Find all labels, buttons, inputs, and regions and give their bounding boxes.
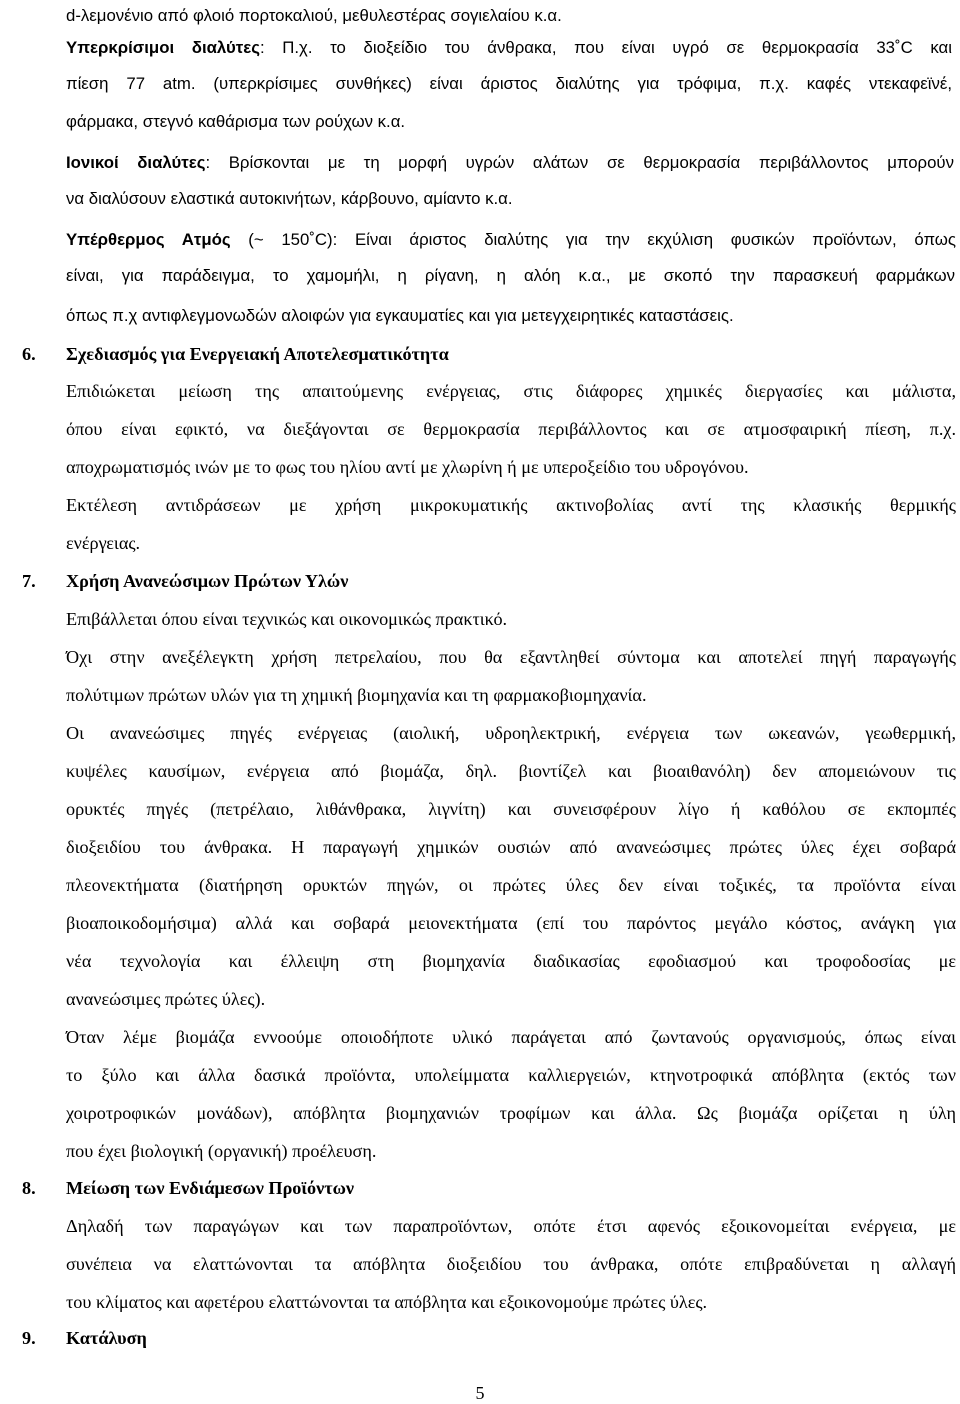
text-line: Υπερκρίσιμοι διαλύτες: Π.χ. το διοξείδιο του άνθρακα, που είναι υγρό σε θερμοκρασία 33˚C και xyxy=(66,38,952,57)
text-line: πολύτιμων πρώτων υλών για τη χημική βιομηχανία και τη φαρμακοβιομηχανία. xyxy=(66,685,647,705)
text-line: φάρμακα, στεγνό καθάρισμα των ρούχων κ.α. xyxy=(66,112,406,131)
text-line: χοιροτροφικών μονάδων), απόβλητα βιομηχανιών τροφίμων και άλλα. Ως βιομάζα ορίζεται η ύλη xyxy=(66,1103,956,1123)
text-line: d-λεμονένιο από φλοιό πορτοκαλιού, μεθυλεστέρας σογιελαίου κ.α. xyxy=(66,6,562,25)
text-line: να διαλύσουν ελαστικά αυτοκινήτων, κάρβουνο, αμίαντο κ.α. xyxy=(66,189,513,208)
text-line: ενέργειας. xyxy=(66,533,141,553)
text-line: Όταν λέμε βιομάζα εννοούμε οποιοδήποτε υλικό παράγεται από ζωντανούς οργανισμούς, όπως είναι xyxy=(66,1027,956,1047)
page-number: 5 xyxy=(475,1383,485,1403)
text-line: Επιδιώκεται μείωση της απαιτούμενης ενέργειας, στις διάφορες χημικές διεργασίες και μάλιστα, xyxy=(66,381,956,401)
text-line: πίεση 77 atm. (υπερκρίσιμες συνθήκες) είναι άριστος διαλύτης για τρόφιμα, π.χ. καφές ντεκαφεϊνέ, xyxy=(66,74,952,93)
section-number: 6. xyxy=(22,344,36,364)
text-line: βιοαποικοδομήσιμα) αλλά και σοβαρά μειονεκτήματα (επί του παρόντος μεγάλο κόστος, ανάγκη για xyxy=(66,913,956,933)
term-ionic-solvents: Ιονικοί διαλύτες xyxy=(66,153,206,172)
term-supercritical-solvents: Υπερκρίσιμοι διαλύτες xyxy=(66,38,260,57)
text-line: συνέπεια να ελαττώνονται τα απόβλητα διοξειδίου του άνθρακα, οπότε επιβραδύνεται η αλλαγή xyxy=(66,1254,956,1274)
section-heading: Σχεδιασμός για Ενεργειακή Αποτελεσματικότητα xyxy=(66,344,449,364)
text-line: νέα τεχνολογία και έλλειψη στη βιομηχανία διαδικασίας εφοδιασμού και τροφοδοσίας με xyxy=(66,951,956,971)
text-line: ορυκτές πηγές (πετρέλαιο, λιθάνθρακα, λιγνίτη) και συνεισφέρουν λίγο ή καθόλου σε εκπομπές xyxy=(66,799,956,819)
text-line: το ξύλο και άλλα δασικά προϊόντα, υπολείμματα καλλιεργειών, κτηνοτροφικά απόβλητα (εκτός των xyxy=(66,1065,956,1085)
section-heading: Μείωση των Ενδιάμεσων Προϊόντων xyxy=(66,1178,355,1198)
text-line: διοξειδίου του άνθρακα. Η παραγωγή χημικών ουσιών από ανανεώσιμες πρώτες ύλες έχει σοβαρά xyxy=(66,837,956,857)
text-line: Επιβάλλεται όπου είναι τεχνικώς και οικονομικώς πρακτικό. xyxy=(66,609,508,629)
section-heading: Χρήση Ανανεώσιμων Πρώτων Υλών xyxy=(66,571,349,591)
text-line: αποχρωματισμός ινών με το φως του ηλίου αντί με χλωρίνη ή με υπεροξείδιο του υδρογόνου. xyxy=(66,457,749,477)
term-superheated-steam: Υπέρθερμος Ατμός xyxy=(66,230,231,249)
section-number: 8. xyxy=(22,1178,36,1198)
text-line: είναι, για παράδειγμα, το χαμομήλι, η ρίγανη, η αλόη κ.α., με σκοπό την παρασκευή φαρμάκων xyxy=(66,266,955,285)
text-line: πλεονεκτήματα (διατήρηση ορυκτών πηγών, οι πρώτες ύλες δεν είναι τοξικές, τα προϊόντα είναι xyxy=(66,875,956,895)
text-line: Δηλαδή των παραγώγων και των παραπροϊόντων, οπότε έτσι αφενός εξοικονομείται ενέργεια, με xyxy=(66,1216,956,1236)
text-line: του κλίματος και αφετέρου ελαττώνονται τα απόβλητα και εξοικονομούμε πρώτες ύλες. xyxy=(66,1292,708,1312)
text-line: Οι ανανεώσιμες πηγές ενέργειας (αιολική, υδροηλεκτρική, ενέργεια των ωκεανών, γεωθερμική, xyxy=(66,723,956,743)
text-line: όπως π.χ αντιφλεγμονωδών αλοιφών για εγκαυματίες και για μετεγχειρητικές καταστάσεις. xyxy=(66,306,734,325)
section-heading: Κατάλυση xyxy=(66,1328,147,1348)
text-line: Υπέρθερμος Ατμός (~ 150˚C): Είναι άριστος διαλύτης για την εκχύλιση φυσικών προϊόντων, όπως xyxy=(66,230,956,249)
section-number: 7. xyxy=(22,571,36,591)
text-line: που έχει βιολογική (οργανική) προέλευση. xyxy=(66,1141,377,1161)
section-number: 9. xyxy=(22,1328,36,1348)
text-line: Εκτέλεση αντιδράσεων με χρήση μικροκυματικής ακτινοβολίας αντί της κλασικής θερμικής xyxy=(66,495,956,515)
text-line: Ιονικοί διαλύτες: Βρίσκονται με τη μορφή υγρών αλάτων σε θερμοκρασία περιβάλλοντος μπορούν xyxy=(66,153,954,172)
text-line: Όχι στην ανεξέλεγκτη χρήση πετρελαίου, που θα εξαντληθεί σύντομα και αποτελεί πηγή παραγωγής xyxy=(66,647,956,667)
text-line: όπου είναι εφικτό, να διεξάγονται σε θερμοκρασία περιβάλλοντος και σε ατμοσφαιρική πίεση, π.χ. xyxy=(66,419,956,439)
text-line: ανανεώσιμες πρώτες ύλες). xyxy=(66,989,266,1009)
text-line: κυψέλες καυσίμων, ενέργεια από βιομάζα, δηλ. βιοντίζελ και βιοαιθανόλη) δεν απομειώνουν τις xyxy=(66,761,956,781)
